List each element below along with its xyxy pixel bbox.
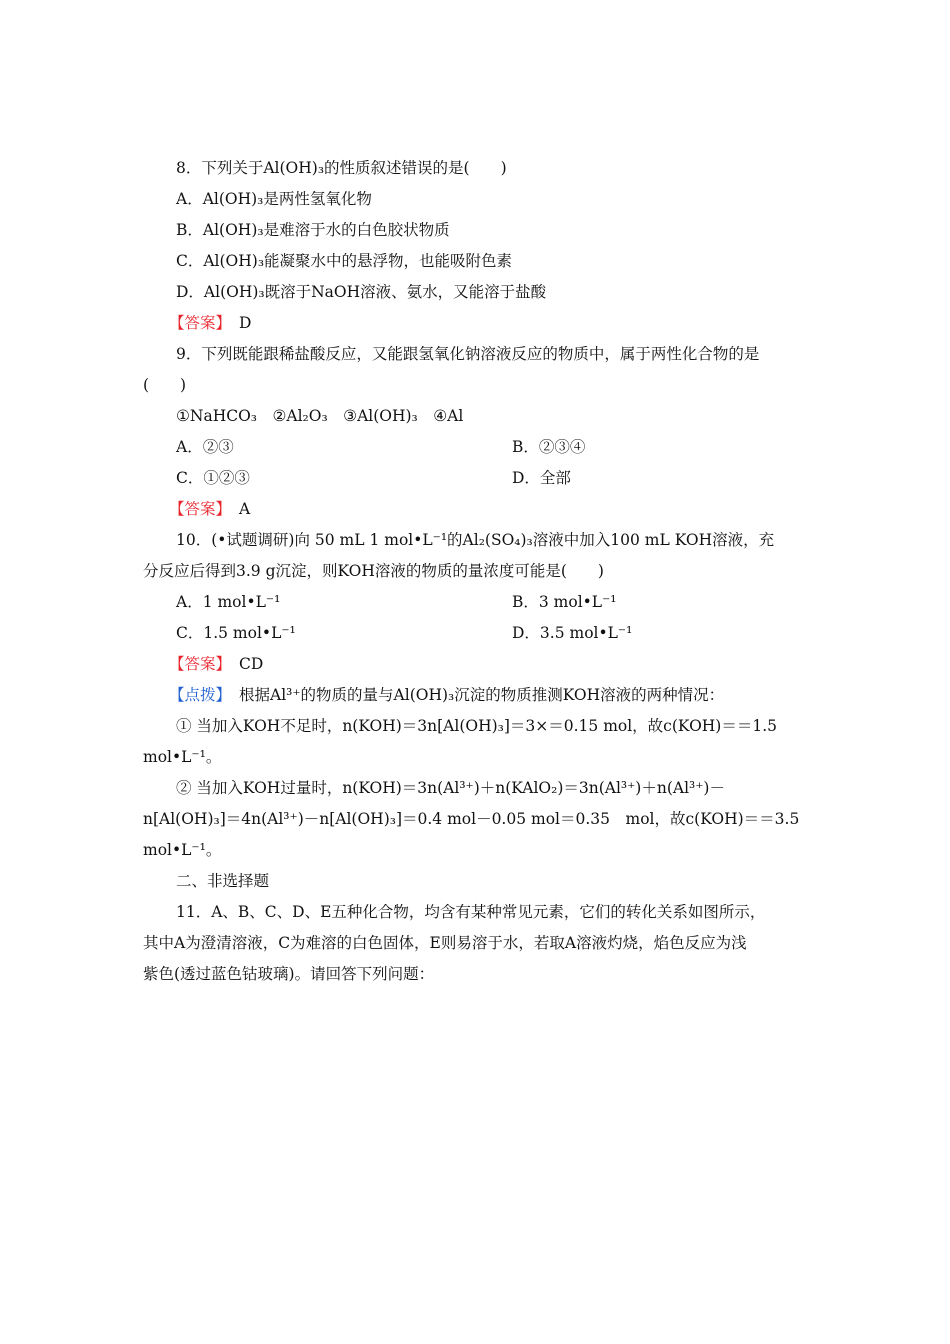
q10-hint-text: 根据Al³⁺的物质的量与Al(OH)₃沉淀的物质推测KOH溶液的两种情况： <box>239 686 725 704</box>
q10-case2-line2: n[Al(OH)₃]＝4n(Al³⁺)－n[Al(OH)₃]＝0.4 mol－0.05 mol＝0.35 mol，故c(KOH)＝＝3.5 <box>143 810 800 828</box>
q8-option-d: D．Al(OH)₃既溶于NaOH溶液、氨水，又能溶于盐酸 <box>176 283 547 301</box>
q10-option-c: C．1.5 mol•L⁻¹ <box>176 624 296 642</box>
q10-hint-label: 【点拨】 <box>169 686 232 704</box>
section-heading: 二、非选择题 <box>176 872 270 890</box>
q8-option-c: C．Al(OH)₃能凝聚水中的悬浮物，也能吸附色素 <box>176 252 513 270</box>
q10-answer-label: 【答案】 <box>169 655 232 673</box>
q9-stem-line2: ( ) <box>143 376 187 394</box>
q10-answer-row <box>169 653 263 675</box>
q8-answer-row <box>169 312 251 334</box>
q9-option-d: D．全部 <box>512 469 571 487</box>
q10-option-d: D．3.5 mol•L⁻¹ <box>512 624 633 642</box>
q10-option-b: B．3 mol•L⁻¹ <box>512 593 617 611</box>
q9-option-b: B．②③④ <box>512 438 586 456</box>
q10-hint-row <box>169 684 724 706</box>
q8-answer-label: 【答案】 <box>169 314 232 332</box>
q9-answer-value: A <box>239 500 251 518</box>
q8-option-b: B．Al(OH)₃是难溶于水的白色胶状物质 <box>176 221 450 239</box>
q9-stem-line1: 9．下列既能跟稀盐酸反应，又能跟氢氧化钠溶液反应的物质中，属于两性化合物的是 <box>176 345 760 363</box>
q8-option-a: A．Al(OH)₃是两性氢氧化物 <box>176 190 372 208</box>
q10-option-a: A．1 mol•L⁻¹ <box>176 593 281 611</box>
q8-stem: 8．下列关于Al(OH)₃的性质叙述错误的是( ) <box>176 159 507 177</box>
q10-case2-line1: ② 当加入KOH过量时，n(KOH)＝3n(Al³⁺)＋n(KAlO₂)＝3n(Al³⁺)＋n(Al³⁺)－ <box>176 779 725 797</box>
q10-stem-line2: 分反应后得到3.9 g沉淀，则KOH溶液的物质的量浓度可能是( ) <box>143 562 604 580</box>
q10-stem-line1: 10．(•试题调研)向 50 mL 1 mol•L⁻¹的Al₂(SO₄)₃溶液中加入100 mL KOH溶液，充 <box>176 531 775 549</box>
q9-answer-row <box>169 498 250 520</box>
q10-answer-value: CD <box>239 655 264 673</box>
q9-answer-label: 【答案】 <box>169 500 232 518</box>
q11-line3: 紫色(透过蓝色钴玻璃)。请回答下列问题： <box>143 965 435 983</box>
q8-answer-value: D <box>239 314 252 332</box>
q9-option-c: C．①②③ <box>176 469 250 487</box>
q11-line1: 11．A、B、C、D、E五种化合物，均含有某种常见元素，它们的转化关系如图所示， <box>176 903 766 921</box>
q11-line2: 其中A为澄清溶液，C为难溶的白色固体，E则易溶于水，若取A溶液灼烧，焰色反应为浅 <box>143 934 747 952</box>
q9-items: ①NaHCO₃ ②Al₂O₃ ③Al(OH)₃ ④Al <box>176 407 464 425</box>
q10-case2-line3: mol•L⁻¹。 <box>143 841 222 859</box>
q9-option-a: A．②③ <box>176 438 234 456</box>
q10-case1-line2: mol•L⁻¹。 <box>143 748 222 766</box>
q10-case1-line1: ① 当加入KOH不足时，n(KOH)＝3n[Al(OH)₃]＝3×＝0.15 mol，故c(KOH)＝＝1.5 <box>176 717 777 735</box>
